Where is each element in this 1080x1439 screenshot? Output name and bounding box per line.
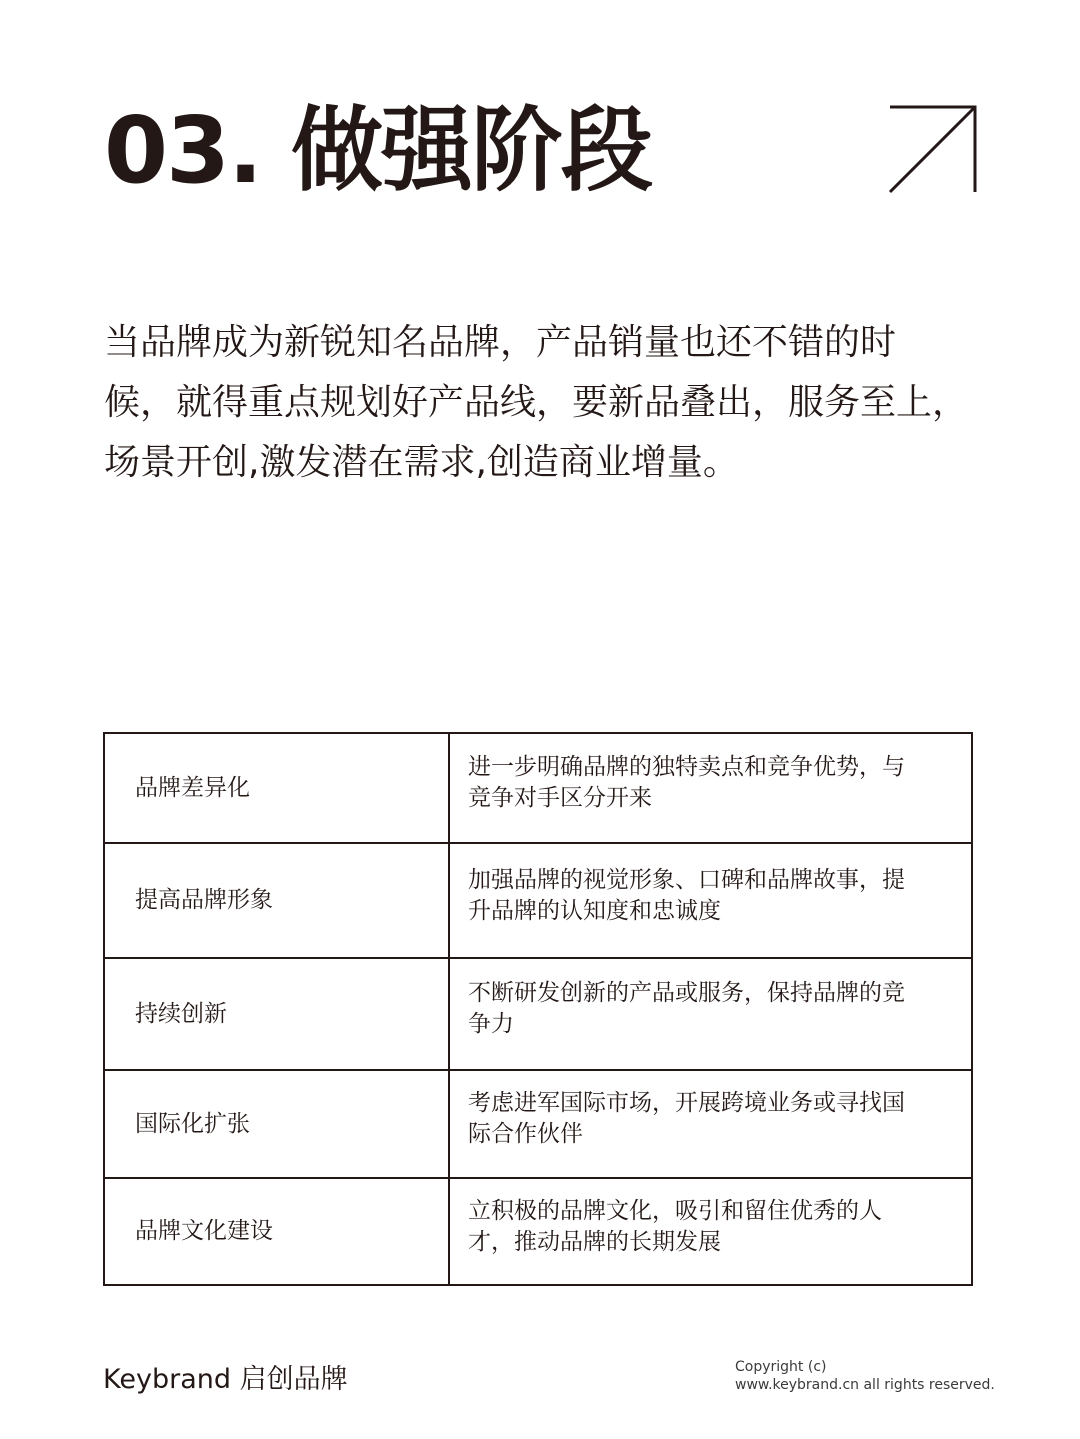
description-line: 不断研发创新的产品或服务，保持品牌的竞 xyxy=(468,980,905,1006)
description-line: 加强品牌的视觉形象、口碑和品牌故事，提 xyxy=(468,866,905,893)
copyright-notice xyxy=(735,1358,995,1394)
row-description xyxy=(449,1178,972,1285)
description-line: 际合作伙伴 xyxy=(468,1121,583,1147)
description-line: 才，推动品牌的长期发展 xyxy=(468,1228,721,1255)
description-line: 争力 xyxy=(468,1011,514,1037)
table-row xyxy=(104,733,972,843)
intro-line: 当品牌成为新锐知名品牌，产品销量也还不错的时 xyxy=(104,322,897,363)
table-row xyxy=(104,1178,972,1285)
row-description xyxy=(449,843,972,958)
page-title: 03. 做强阶段 xyxy=(104,97,652,204)
brand-logo-text: Keybrand 启创品牌 xyxy=(103,1364,348,1395)
description-line: 考虑进军国际市场，开展跨境业务或寻找国 xyxy=(468,1090,905,1116)
table-row xyxy=(104,843,972,958)
table-row xyxy=(104,1070,972,1178)
row-description xyxy=(449,733,972,843)
intro-line: 场景开创,激发潜在需求,创造商业增量。 xyxy=(104,442,739,483)
copyright-line: Copyright (c) xyxy=(735,1359,827,1375)
row-description xyxy=(449,1070,972,1178)
description-line: 立积极的品牌文化，吸引和留住优秀的人 xyxy=(468,1197,882,1224)
row-label: 国际化扩张 xyxy=(104,1070,449,1178)
strategy-table xyxy=(103,732,973,1286)
intro-line: 候，就得重点规划好产品线，要新品叠出，服务至上， xyxy=(104,382,969,423)
description-line: 竞争对手区分开来 xyxy=(468,785,652,811)
row-label: 持续创新 xyxy=(104,958,449,1070)
description-line: 升品牌的认知度和忠诚度 xyxy=(468,897,721,924)
arrow-up-right-icon xyxy=(886,104,978,196)
intro-paragraph xyxy=(104,313,984,493)
row-label: 提高品牌形象 xyxy=(104,843,449,958)
row-description xyxy=(449,958,972,1070)
table-row xyxy=(104,958,972,1070)
copyright-line: www.keybrand.cn all rights reserved. xyxy=(735,1377,995,1393)
row-label: 品牌文化建设 xyxy=(104,1178,449,1285)
description-line: 进一步明确品牌的独特卖点和竞争优势，与 xyxy=(468,754,905,780)
row-label: 品牌差异化 xyxy=(104,733,449,843)
